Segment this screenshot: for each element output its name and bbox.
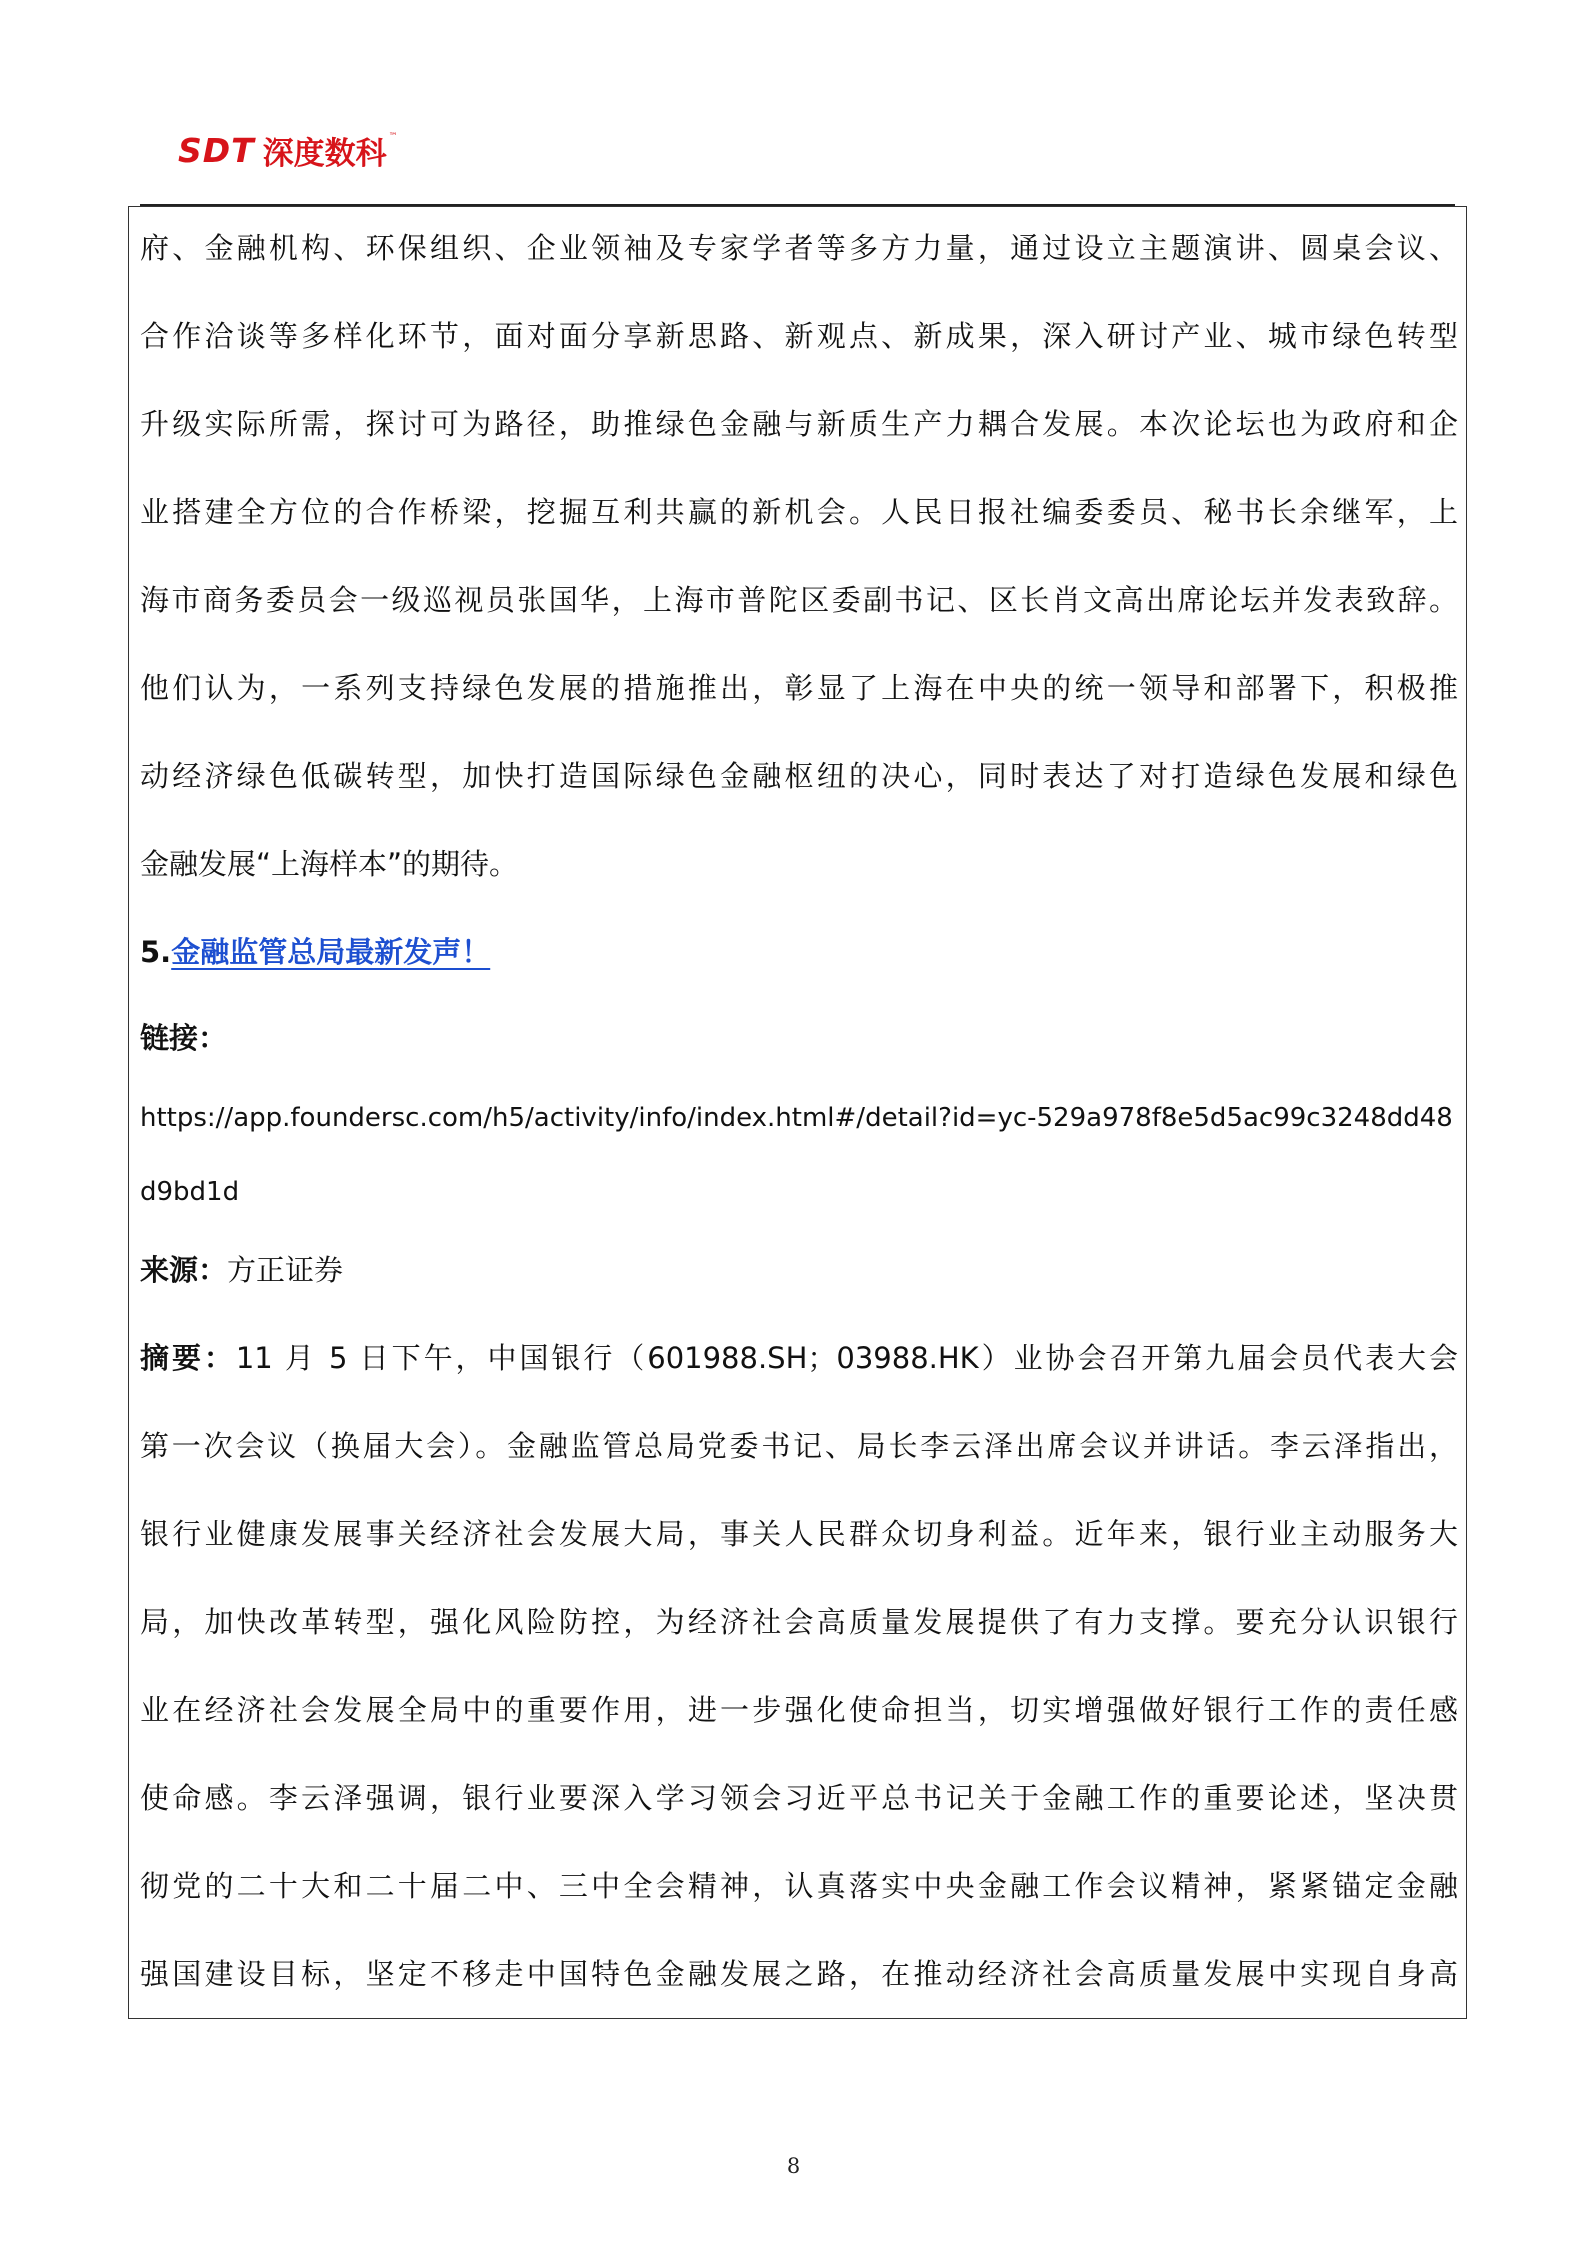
company-logo <box>178 128 398 172</box>
paragraph-line: 业搭建全方位的合作桥梁，挖掘互利共赢的新机会。人民日报社编委委员、秘书长余继军，上 <box>140 495 1458 529</box>
summary-line <box>140 1338 1458 1378</box>
logo-mark: SDT <box>178 130 255 170</box>
source-line <box>140 1250 343 1290</box>
url-line[interactable]: https://app.foundersc.com/h5/activity/info/index.html#/detail?id=yc-529a978f8e5d5ac99c3248dd48 <box>140 1103 1453 1133</box>
link-label: 链接： <box>140 1021 228 1055</box>
summary-line: 第一次会议（换届大会）。金融监管总局党委书记、局长李云泽出席会议并讲话。李云泽指出， <box>140 1429 1458 1463</box>
summary-label: 摘要： <box>140 1341 236 1375</box>
paragraph-line: 升级实际所需，探讨可为路径，助推绿色金融与新质生产力耦合发展。本次论坛也为政府和企 <box>140 407 1458 441</box>
summary-line: 彻党的二十大和二十届二中、三中全会精神，认真落实中央金融工作会议精神，紧紧锚定金融 <box>140 1869 1458 1903</box>
paragraph-line: 他们认为，一系列支持绿色发展的措施推出，彰显了上海在中央的统一领导和部署下，积极推 <box>140 671 1458 705</box>
logo-name: 深度数科 <box>262 135 387 172</box>
logo-trademark: ™ <box>388 132 398 142</box>
paragraph-line: 金融发展“上海样本”的期待。 <box>140 847 519 881</box>
summary-line: 银行业健康发展事关经济社会发展大局，事关人民群众切身利益。近年来，银行业主动服务大 <box>140 1517 1458 1551</box>
summary-line: 使命感。李云泽强调，银行业要深入学习领会习近平总书记关于金融工作的重要论述，坚决贯 <box>140 1781 1458 1815</box>
section-title-link[interactable]: 金融监管总局最新发声！ <box>171 935 491 969</box>
summary-line: 强国建设目标，坚定不移走中国特色金融发展之路，在推动经济社会高质量发展中实现自身高 <box>140 1957 1458 1991</box>
source-value: 方正证券 <box>227 1253 344 1287</box>
page-number: 8 <box>786 2154 801 2178</box>
paragraph-line: 海市商务委员会一级巡视员张国华，上海市普陀区委副书记、区长肖文高出席论坛并发表致辞。 <box>140 583 1458 617</box>
paragraph-line: 动经济绿色低碳转型，加快打造国际绿色金融枢纽的决心，同时表达了对打造绿色发展和绿色 <box>140 759 1458 793</box>
summary-line: 局，加快改革转型，强化风险防控，为经济社会高质量发展提供了有力支撑。要充分认识银行 <box>140 1605 1458 1639</box>
section-number: 5. <box>140 935 172 969</box>
paragraph-line: 府、金融机构、环保组织、企业领袖及专家学者等多方力量，通过设立主题演讲、圆桌会议、 <box>140 231 1458 265</box>
source-label: 来源： <box>140 1253 228 1287</box>
section-heading <box>140 932 490 972</box>
summary-line: 业在经济社会发展全局中的重要作用，进一步强化使命担当，切实增强做好银行工作的责任感 <box>140 1693 1458 1727</box>
summary-text: 11 月 5 日下午，中国银行（601988.SH；03988.HK）业协会召开第九届会员代表大会 <box>235 1341 1458 1375</box>
paragraph-line: 合作洽谈等多样化环节，面对面分享新思路、新观点、新成果，深入研讨产业、城市绿色转型 <box>140 319 1458 353</box>
url-line[interactable]: d9bd1d <box>140 1177 240 1207</box>
